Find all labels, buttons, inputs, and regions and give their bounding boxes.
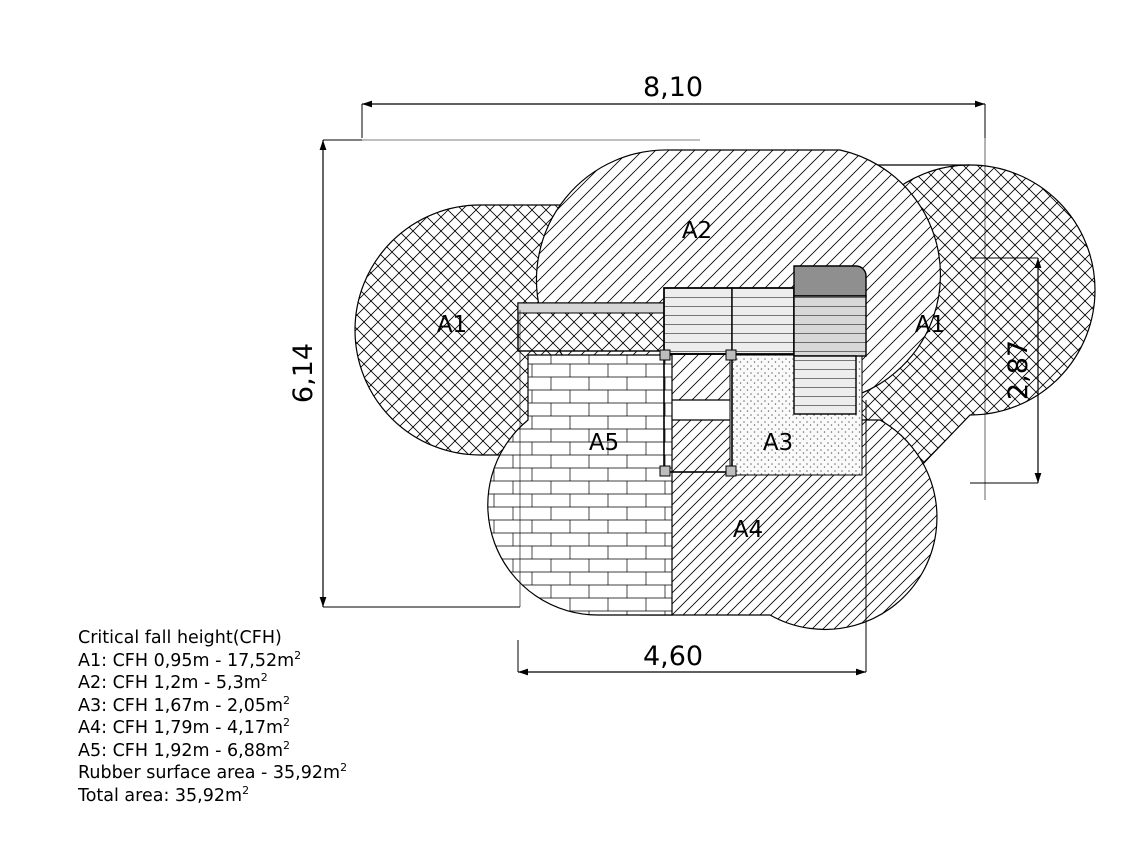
zone-label-a1-left: A1 (436, 312, 468, 338)
dimension-right-height-label: 2,87 (1003, 339, 1034, 401)
equipment-deck-center (664, 288, 794, 354)
legend-row-a2: A2: CFH $1,2m - 5,3m^2$ (78, 671, 268, 693)
legend-row-a4: A4: CFH $1,79m - 4,17m^2$ (78, 716, 291, 738)
dimension-left-height-label: 6,14 (288, 342, 319, 404)
legend-title: Critical fall height(CFH) (78, 628, 282, 648)
zone-label-a5: A5 (588, 430, 620, 456)
dimension-top-width (362, 72, 985, 138)
legend-row-rubber-surface: Rubber surface area - $35,92m^2$ (78, 761, 348, 783)
equipment-tower-right (794, 266, 866, 414)
zone-label-a1-right: A1 (914, 312, 946, 338)
zone-label-a4: A4 (732, 517, 764, 543)
legend-row-total-area: Total area: $35,92m^2$ (78, 783, 250, 806)
legend-row-a5: A5: CFH $1,92m - 6,88m^2$ (78, 738, 291, 761)
zone-label-a2: A2 (681, 218, 713, 244)
legend-row-a3: A3: CFH $1,67m - 2,05m^2$ (78, 693, 291, 716)
dimension-bottom-width-label: 4,60 (642, 641, 704, 672)
dimension-top-width-label: 8,10 (642, 72, 704, 103)
legend-block (78, 627, 347, 807)
legend-row-a1: A1: CFH $0,95m - 17,52m^2$ (78, 648, 302, 671)
zone-label-a3: A3 (762, 430, 794, 456)
equipment-bridge-left (518, 303, 666, 351)
